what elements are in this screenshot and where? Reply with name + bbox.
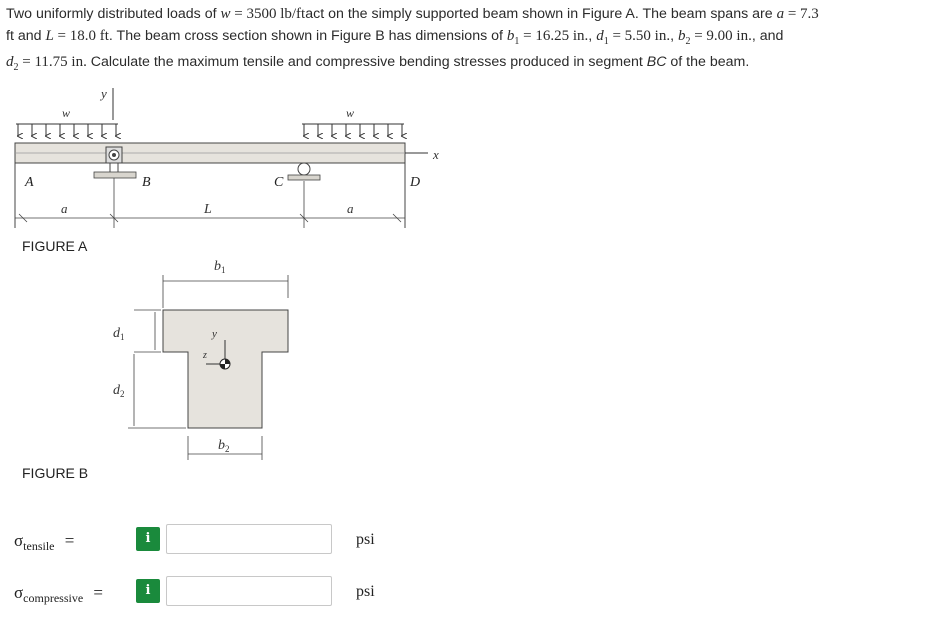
point-b-label: B [142, 175, 151, 190]
tensile-stress-input[interactable] [166, 524, 332, 554]
section-y-label: y [212, 328, 217, 340]
point-a-label: A [25, 175, 34, 190]
compressive-info-button[interactable]: i [136, 579, 160, 603]
left-distributed-load [16, 124, 118, 136]
tensile-info-button[interactable]: i [136, 527, 160, 551]
right-distributed-load [302, 124, 404, 136]
dim-l-label: L [204, 202, 212, 217]
load-label-right: w [346, 106, 355, 120]
figure-b [113, 259, 288, 460]
point-d-label: D [410, 175, 421, 190]
point-c-label: C [274, 175, 284, 190]
centroid-symbol [220, 359, 230, 369]
tensile-unit: psi [356, 531, 375, 548]
dim-d2-label: $d_2$ [113, 383, 125, 399]
x-axis-label: x [433, 147, 439, 162]
roller-support-c [288, 163, 320, 180]
compressive-unit: psi [356, 583, 375, 600]
load-label-left: w [62, 106, 71, 120]
compressive-stress-label: $\sigma_{compressive}$ = [14, 583, 103, 605]
figure-b-caption: FIGURE B [22, 465, 89, 481]
figure-a-caption: FIGURE A [22, 238, 88, 254]
compressive-stress-input[interactable] [166, 576, 332, 606]
tensile-stress-label: $\sigma_{tensile}$ = [14, 531, 75, 553]
y-axis-label: y [101, 86, 107, 101]
dim-b1-label: $b_1$ [214, 259, 226, 275]
dim-d1-label: $d_1$ [113, 326, 125, 342]
dim-b2-label: $b_2$ [218, 438, 230, 454]
dim-a-left-label: a [61, 201, 68, 216]
problem-statement: Two uniformly distributed loads of w = 3500 lb/ftact on the simply supported beam shown in Figure A. The beam spans are a = 7.3 ft and L = 18.0 ft. The beam cross section shown in Figure B has dimensions of $b_1 = 16.25$ in., $d_1 = 5.50$ in., $b_2 = 9.00$ in., and $d_2 = 11.75$ in. Calculate the maximum tensile and compressive bending stresses produced in segment BC of the beam. [6, 6, 819, 73]
section-z-label: z [203, 350, 207, 361]
figure-a [15, 86, 439, 228]
dim-a-right-label: a [347, 201, 354, 216]
